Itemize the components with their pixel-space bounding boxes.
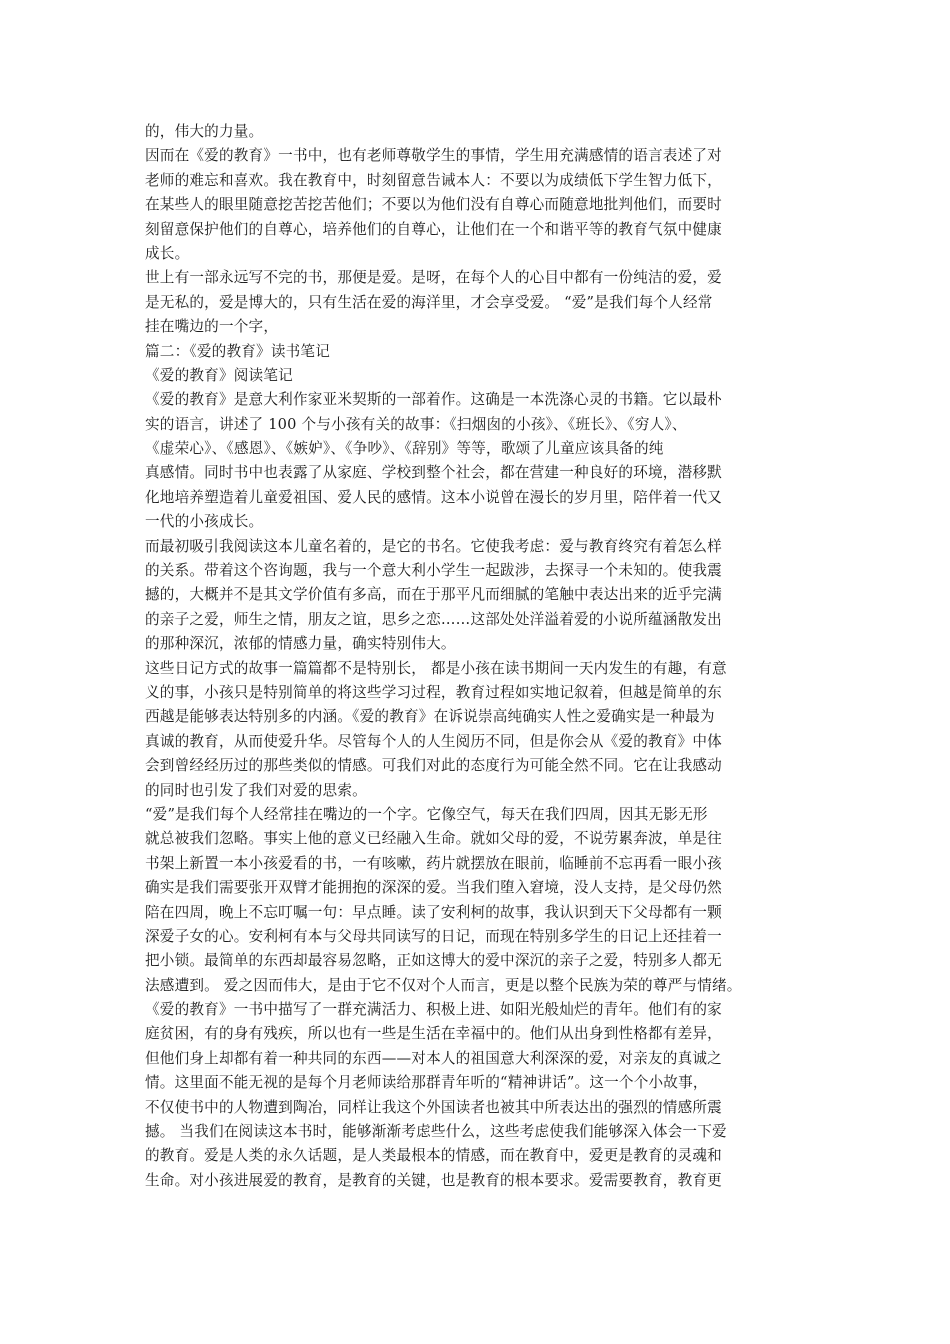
text-line: 《爱的教育》是意大利作家亚米契斯的一部着作。这确是一本洗涤心灵的书籍。它以最朴 (145, 391, 722, 409)
text-line: 挂在嘴边的一个字， (145, 318, 279, 336)
section-heading: 篇二：《爱的教育》读书笔记 (145, 342, 331, 360)
text-line: 把小锁。最简单的东西却最容易忽略，正如这博大的爱中深沉的亲子之爱，特别多人都无 (145, 952, 722, 970)
text-line: 就总被我们忽略。事实上他的意义已经融入生命。就如父母的爱，不说劳累奔波，单是往 (145, 830, 722, 848)
document-body (145, 120, 810, 1193)
text-line: 刻留意保护他们的自尊心，培养他们的自尊心，让他们在一个和谐平等的教育气氛中健康 (145, 220, 722, 238)
text-line: 的那种深沉，浓郁的情感力量，确实特别伟大。 (145, 635, 456, 653)
text-line: 而最初吸引我阅读这本儿童名着的，是它的书名。它使我考虑：爱与教育终究有着怎么样 (145, 537, 722, 555)
text-line: 的教育。爱是人类的永久话题，是人类最根本的情感，而在教育中，爱更是教育的灵魂和 (145, 1147, 722, 1165)
text-line: 因而在《爱的教育》一书中，也有老师尊敬学生的事情，学生用充满感情的语言表述了对 (145, 147, 722, 165)
text-line: 陪在四周，晚上不忘叮嘱一句：早点睡。读了安利柯的故事，我认识到天下父母都有一颗 (145, 903, 722, 921)
text-line: 真感情。同时书中也表露了从家庭、学校到整个社会，都在营建一种良好的环境，潜移默 (145, 464, 722, 482)
text-line: 化地培养塑造着儿童爱祖国、爱人民的感情。这本小说曾在漫长的岁月里，陪伴着一代又 (145, 488, 722, 506)
text-line: 成长。 (145, 244, 190, 262)
text-line: 这些日记方式的故事一篇篇都不是特别长， 都是小孩在读书期间一天内发生的有趣，有意 (145, 659, 727, 677)
text-line: 庭贫困，有的身有残疾，所以也有一些是生活在幸福中的。他们从出身到性格都有差异， (145, 1025, 722, 1043)
text-line: 老师的难忘和喜欢。我在教育中，时刻留意告诫本人：不要以为成绩低下学生智力低下， (145, 171, 722, 189)
text-line: 义的事，小孩只是特别简单的将这些学习过程，教育过程如实地记叙着，但越是简单的东 (145, 683, 722, 701)
text-line: 《虚荣心》、《感恩》、《嫉妒》、《争吵》、《辞别》等等，歌颂了儿童应该具备的纯 (145, 440, 664, 458)
subheading: 《爱的教育》阅读笔记 (145, 366, 293, 384)
text-line: 撼。 当我们在阅读这本书时，能够渐渐考虑些什么，这些考虑使我们能够深入体会一下爱 (145, 1123, 727, 1141)
text-line: 一代的小孩成长。 (145, 513, 264, 531)
text-line: 生命。对小孩进展爱的教育，是教育的关键，也是教育的根本要求。爱需要教育，教育更 (145, 1171, 722, 1189)
text-line: 法感遭到。 爱之因而伟大，是由于它不仅对个人而言，更是以整个民族为荣的尊严与情绪。 (145, 976, 742, 994)
text-line: 世上有一部永远写不完的书，那便是爱。是呀，在每个人的心目中都有一份纯洁的爱，爱 (145, 269, 722, 287)
text-line: 的亲子之爱，师生之情，朋友之谊，思乡之恋……这部处处洋溢着爱的小说所蕴涵散发出 (145, 610, 722, 628)
text-line: 情。这里面不能无视的是每个月老师读给那群青年听的“精神讲话”。这一个个小故事， (145, 1074, 708, 1092)
text-line: 深爱子女的心。安利柯有本与父母共同读写的日记，而现在特别多学生的日记上还挂着一 (145, 927, 722, 945)
text-line: 的，伟大的力量。 (145, 123, 264, 140)
text-line: 《爱的教育》一书中描写了一群充满活力、积极上进、如阳光般灿烂的青年。他们有的家 (145, 1001, 722, 1019)
text-line: 会到曾经经历过的那些类似的情感。可我们对此的态度行为可能全然不同。它在让我感动 (145, 757, 722, 775)
text-line: 西越是能够表达特别多的内涵。《爱的教育》在诉说崇高纯确实人性之爱确实是一种最为 (145, 708, 715, 726)
text-line: 在某些人的眼里随意挖苦挖苦他们；不要以为他们没有自尊心而随意地批判他们，而要时 (145, 196, 722, 214)
text-line: 但他们身上却都有着一种共同的东西——对本人的祖国意大利深深的爱，对亲友的真诚之 (145, 1049, 722, 1067)
text-line: 真诚的教育，从而使爱升华。尽管每个人的人生阅历不同，但是你会从《爱的教育》中体 (145, 732, 722, 750)
text-line: 不仅使书中的人物遭到陶冶，同样让我这个外国读者也被其中所表达出的强烈的情感所震 (145, 1098, 722, 1116)
text-line: 确实是我们需要张开双臂才能拥抱的深深的爱。当我们堕入窘境，没人支持，是父母仍然 (145, 879, 722, 897)
text-line: 是无私的，爱是博大的，只有生活在爱的海洋里，才会享受爱。 “爱”是我们每个人经常 (145, 293, 713, 311)
text-line: 实的语言，讲述了 100 个与小孩有关的故事：《扫烟囱的小孩》、《班长》、《穷人》、 (145, 415, 687, 433)
text-line: 撼的，大概并不是其文学价值有多高，而在于那平凡而细腻的笔触中表达出来的近乎完满 (145, 586, 722, 604)
text-line: 的同时也引发了我们对爱的思索。 (145, 781, 367, 799)
text-line: 的关系。带着这个咨询题，我与一个意大利小学生一起跋涉，去探寻一个未知的。使我震 (145, 562, 722, 580)
text-line: “爱”是我们每个人经常挂在嘴边的一个字。它像空气，每天在我们四周，因其无影无形 (145, 805, 708, 823)
text-line: 书架上新置一本小孩爱看的书，一有咳嗽，药片就摆放在眼前，临睡前不忘再看一眼小孩 (145, 854, 722, 872)
